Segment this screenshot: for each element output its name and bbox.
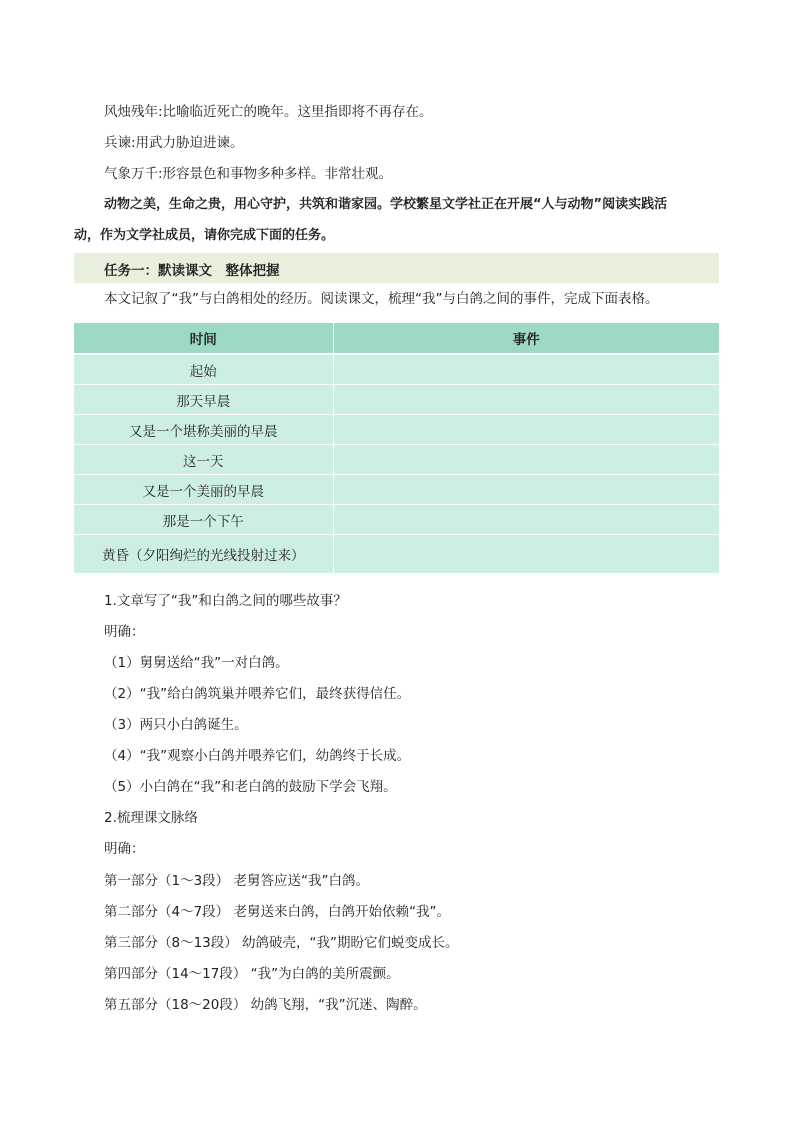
header-time: 时间 <box>74 323 333 354</box>
answer-1-5: （5）小白鸽在“我”和老白鸽的鼓励下学会飞翔。 <box>104 779 397 795</box>
table-row <box>74 415 719 445</box>
event-cell <box>333 354 719 385</box>
answer-1-3: （3）两只小白鸽诞生。 <box>104 717 248 733</box>
task-title: 任务一：默读课文 整体把握 <box>104 263 280 279</box>
bold-intro-line-1: 动物之美，生命之贵，用心守护，共筑和谐家园。学校繁星文学社正在开展“人与动物”阅读实践活 <box>104 197 668 212</box>
time-cell: 起始 <box>74 354 333 385</box>
event-cell <box>333 415 719 445</box>
definition-fengzhucannian: 风烛残年:比喻临近死亡的晚年。这里指即将不再存在。 <box>104 104 433 120</box>
task-description: 本文记叙了“我”与白鸽相处的经历。阅读课文，梳理“我”与白鸽之间的事件，完成下面表格。 <box>104 291 659 307</box>
task-heading-bar <box>74 253 719 283</box>
answer-1-2: （2）“我”给白鸽筑巢并喂养它们，最终获得信任。 <box>104 686 411 702</box>
table-row <box>74 475 719 505</box>
time-cell: 那天早晨 <box>74 385 333 415</box>
table-row <box>74 385 719 415</box>
table-header-row <box>74 323 719 354</box>
event-cell <box>333 475 719 505</box>
table-row <box>74 505 719 535</box>
answer-1-4: （4）“我”观察小白鸽并喂养它们，幼鸽终于长成。 <box>104 748 411 764</box>
table-row <box>74 354 719 385</box>
table-row <box>74 535 719 574</box>
structure-part-3: 第三部分（8～13段） 幼鸽破壳，“我”期盼它们蜕变成长。 <box>104 935 459 951</box>
bold-intro-line-2: 动，作为文学社成员，请你完成下面的任务。 <box>74 228 335 243</box>
time-cell: 那是一个下午 <box>74 505 333 535</box>
event-cell <box>333 535 719 574</box>
time-cell: 这一天 <box>74 445 333 475</box>
answer-1-1: （1）舅舅送给“我”一对白鸽。 <box>104 655 289 671</box>
event-cell <box>333 445 719 475</box>
time-cell: 黄昏（夕阳绚烂的光线投射过来） <box>74 535 333 574</box>
time-cell: 又是一个美丽的早晨 <box>74 475 333 505</box>
structure-part-5: 第五部分（18～20段） 幼鸽飞翔，“我”沉迷、陶醉。 <box>104 997 427 1013</box>
question-1: 1.文章写了“我”和白鸽之间的哪些故事？ <box>104 593 347 609</box>
answer-label-2: 明确： <box>104 841 145 857</box>
time-cell: 又是一个堪称美丽的早晨 <box>74 415 333 445</box>
event-cell <box>333 505 719 535</box>
question-2: 2.梳理课文脉络 <box>104 810 198 826</box>
definition-bingjian: 兵谏:用武力胁迫进谏。 <box>104 135 244 151</box>
table-row <box>74 445 719 475</box>
structure-part-1: 第一部分（1～3段） 老舅答应送“我”白鸽。 <box>104 873 369 889</box>
header-event: 事件 <box>333 323 719 354</box>
events-table <box>74 323 719 574</box>
structure-part-2: 第二部分（4～7段） 老舅送来白鸽，白鸽开始依赖“我”。 <box>104 904 450 920</box>
answer-label-1: 明确： <box>104 624 145 640</box>
definition-qixiangwanqian: 气象万千:形容景色和事物多种多样。非常壮观。 <box>104 166 393 182</box>
structure-part-4: 第四部分（14～17段） “我”为白鸽的美所震颤。 <box>104 966 400 982</box>
event-cell <box>333 385 719 415</box>
